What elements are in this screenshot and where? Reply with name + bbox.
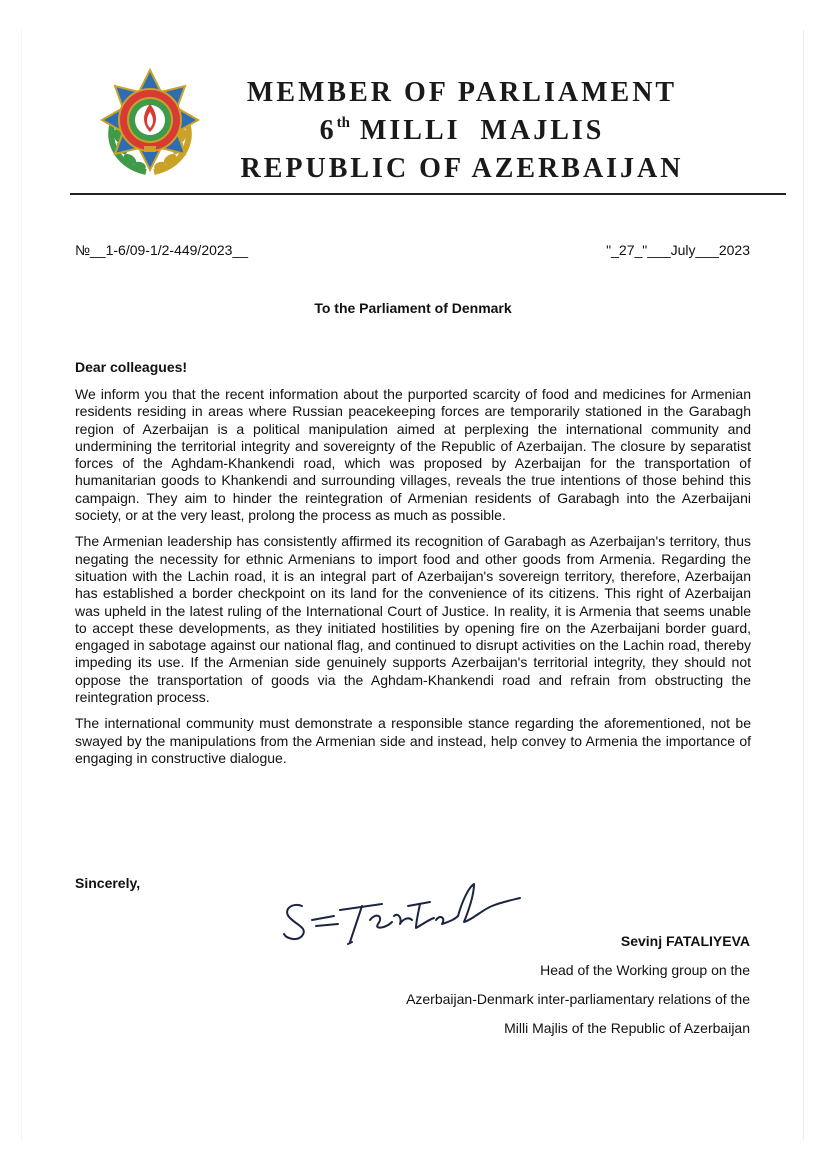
- signatory-position-line: Azerbaijan-Denmark inter-parliamentary relations of the: [406, 991, 750, 1007]
- parliament-ordinal: 6: [319, 115, 337, 146]
- recipient: To the Parliament of Denmark: [314, 300, 512, 316]
- letterhead-parliament: [232, 112, 692, 150]
- letterhead-title: MEMBER OF PARLIAMENT: [246, 77, 678, 108]
- parliament-ordinal-suffix: th: [336, 115, 350, 131]
- paragraph: We inform you that the recent information about the purported scarcity of food and medicines for Armenian residents residing in areas where Russian peacekeeping forces are temporarily stationed in the Garabagh region of Azerbaijan is a political manipulation aimed at perplexing the international community and undermining the territorial integrity and sovereignty of the Republic of Azerbaijan. The closure by separatist forces of the Aghdam-Khankendi road, which was proposed by Azerbaijan for the transportation of humanitarian goods to Khankendi and surrounding villages, reveals the true intentions of those behind this campaign. They aim to hinder the reintegration of Armenian residents of Garabagh into the Azerbaijani society, or at the very least, prolong the process as much as possible.: [75, 386, 751, 524]
- letter-body: [75, 386, 751, 776]
- reference-number: №__1-6/09-1/2-449/2023__: [75, 242, 249, 258]
- closing: Sincerely,: [75, 875, 141, 891]
- salutation: Dear colleagues!: [75, 359, 188, 375]
- signatory-position-line: Milli Majlis of the Republic of Azerbaijan: [504, 1020, 750, 1036]
- letterhead: [232, 74, 692, 188]
- signatory-block: [310, 931, 750, 1048]
- letterhead-country: REPUBLIC OF AZERBAIJAN: [240, 153, 684, 184]
- letterhead-divider: [70, 193, 786, 195]
- state-emblem-icon: [98, 66, 202, 178]
- parliament-name: MILLI MAJLIS: [349, 115, 605, 146]
- signatory-name: Sevinj FATALIYEVA: [620, 933, 750, 949]
- paragraph: The Armenian leadership has consistently affirmed its recognition of Garabagh as Azerbaijan's territory, thus negating the necessity for ethnic Armenians to import food and other goods from Armenia. Regarding the situation with the Lachin road, it is an integral part of Azerbaijan's sovereign territory, therefore, Azerbaijan has established a border checkpoint on its land for the convenience of its citizens. This right of Azerbaijan was upheld in the latest ruling of the International Court of Justice. In reality, it is Armenia that seems unable to accept these developments, as they initiated hostilities by opening fire on the Azerbaijani border guard, engaged in sabotage against our national flag, and continued to disrupt activities on the Lachin road, thereby impeding its use. If the Armenian side genuinely supports Azerbaijan's territorial integrity, they should not oppose the transportation of goods via the Aghdam-Khankendi road and refrain from obstructing the reintegration process.: [75, 533, 751, 706]
- signatory-position-line: Head of the Working group on the: [540, 962, 750, 978]
- page-edge-left: [21, 30, 22, 1140]
- page-edge-right: [803, 30, 804, 1140]
- letter-date: "_27_"___July___2023: [606, 242, 750, 258]
- paragraph: The international community must demonstrate a responsible stance regarding the aforementioned, not be swayed by the manipulations from the Armenian side and instead, help convey to Armenia the importance of engaging in constructive dialogue.: [75, 715, 751, 766]
